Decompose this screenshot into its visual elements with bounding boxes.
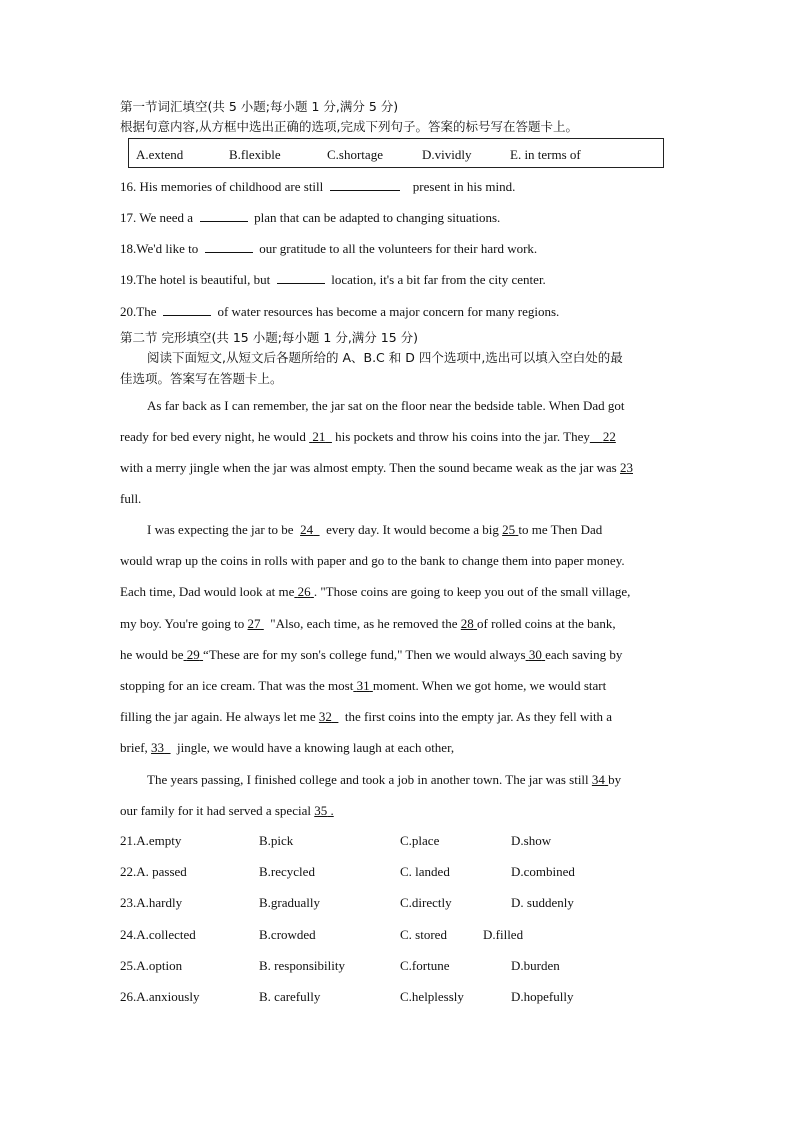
choice-25-b: B. responsibility [259,958,345,973]
passage-line: filling the jar again. He always let me 32 the first coins into the empty jar. As they fell with a [120,709,613,724]
choice-21-a: 21.A.empty [120,833,182,848]
passage-line: ready for bed every night, he would 21 his pockets and throw his coins into the jar. They 22 [120,429,616,444]
question-17: 17. We need a plan that can be adapted to changing situations. [120,210,501,225]
choice-23-d: D. suddenly [511,895,574,910]
choice-21-c: C.place [400,833,440,848]
blank-23: 23 [620,460,633,475]
section1-title: 第一节词汇填空(共 5 小题;每小题 1 分,满分 5 分) [120,99,399,114]
option-d: D.vividly [422,147,472,162]
choice-23-c: C.directly [400,895,452,910]
choice-26-b: B. carefully [259,989,321,1004]
choice-24-b: B.crowded [259,927,316,942]
choice-26-d: D.hopefully [511,989,574,1004]
option-b: B.flexible [229,147,281,162]
blank-29: 29 [186,647,200,662]
blank-26: 26 [297,584,311,599]
question-19: 19.The hotel is beautiful, but location, it's a bit far from the city center. [120,272,546,287]
blank-22: 22 [602,429,616,444]
choice-22-d: D.combined [511,864,575,879]
choice-26-c: C.helplessly [400,989,464,1004]
option-c: C.shortage [327,147,383,162]
blank-21: 21 [312,429,326,444]
blank-19 [277,271,325,284]
blank-35: 35 . [314,803,334,818]
blank-18 [205,240,253,253]
passage-line: stopping for an ice cream. That was the most 31 moment. When we got home, we would start [120,678,607,693]
passage-line: Each time, Dad would look at me 26 . "Those coins are going to keep you out of the small village, [120,584,631,599]
choice-22-a: 22.A. passed [120,864,187,879]
blank-24: 24 [300,522,314,537]
passage-line: full. [120,491,142,506]
passage-line: our family for it had served a special 35 . [120,803,334,818]
section1-instruction: 根据句意内容,从方框中选出正确的选项,完成下列句子。答案的标号写在答题卡上。 [120,119,578,134]
passage-line: brief, 33 jingle, we would have a knowing laugh at each other, [120,740,455,755]
choice-21-d: D.show [511,833,552,848]
choice-25-a: 25.A.option [120,958,183,973]
section2-title: 第二节 完形填空(共 15 小题;每小题 1 分,满分 15 分) [120,330,419,345]
choice-24-d: D.filled [483,927,524,942]
blank-32: 32 [318,709,332,724]
blank-27: 27 [247,616,261,631]
question-16: 16. His memories of childhood are still present in his mind. [120,179,516,194]
passage-line: The years passing, I finished college and took a job in another town. The jar was still 34 by [147,772,622,787]
section2-instruction-line2: 佳选项。答案写在答题卡上。 [120,371,283,386]
choice-22-b: B.recycled [259,864,315,879]
blank-20 [163,303,211,316]
blank-28: 28 [460,616,474,631]
blank-31: 31 [356,678,370,693]
passage-line: with a merry jingle when the jar was almost empty. Then the sound became weak as the jar was 23 [120,460,633,475]
choice-21-b: B.pick [259,833,294,848]
blank-34: 34 [591,772,605,787]
passage-line: would wrap up the coins in rolls with paper and go to the bank to change them into paper money. [120,553,625,568]
blank-17 [200,209,248,222]
choice-26-a: 26.A.anxiously [120,989,200,1004]
choice-25-d: D.burden [511,958,560,973]
choice-23-b: B.gradually [259,895,321,910]
choice-24-a: 24.A.collected [120,927,196,942]
passage-line: I was expecting the jar to be 24 every day. It would become a big 25 to me Then Dad [147,522,603,537]
blank-16 [330,178,400,191]
passage-line: he would be 29 “These are for my son's college fund," Then we would always 30 each saving by [120,647,623,662]
blank-33: 33 [151,740,165,755]
passage-line: my boy. You're going to 27 "Also, each time, as he removed the 28 of rolled coins at the bank, [120,616,616,631]
choice-23-a: 23.A.hardly [120,895,183,910]
blank-30: 30 [528,647,542,662]
choice-24-c: C. stored [400,927,447,942]
option-a: A.extend [136,147,184,162]
question-20: 20.The of water resources has become a major concern for many regions. [120,304,560,319]
option-box [128,138,664,168]
section2-instruction-line1: 阅读下面短文,从短文后各题所给的 A、B.C 和 D 四个选项中,选出可以填入空白处的最 [147,350,623,365]
choice-25-c: C.fortune [400,958,450,973]
passage-line: As far back as I can remember, the jar sat on the floor near the bedside table. When Dad got [147,398,625,413]
blank-25: 25 [502,522,516,537]
option-e: E. in terms of [510,147,581,162]
question-18: 18.We'd like to our gratitude to all the volunteers for their hard work. [120,241,538,256]
choice-22-c: C. landed [400,864,450,879]
